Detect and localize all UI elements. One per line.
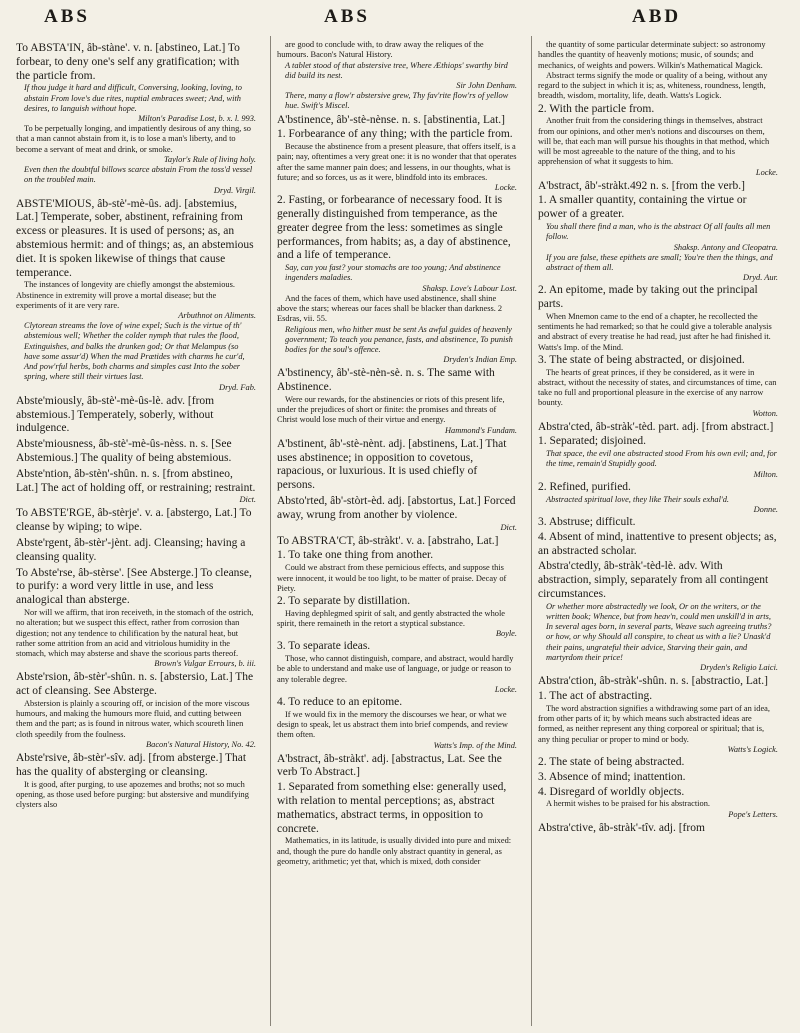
entry-author: Hammond's Fundam. — [444, 425, 517, 435]
entry-entry: Absto'rted, âb'-stòrt-èd. adj. [abstortus, Lat.] Forced away, wrung from another by violence. — [277, 495, 516, 521]
entry-sub: 2. Fasting, or forbearance of necessary food. It is generally distinguished from temperance, as the greater degree from the less: sometimes as single performances, from habits; as, a day of abstinence, and a life of temperance. — [277, 194, 511, 262]
entry-author: Locke. — [755, 167, 778, 177]
entry-quote: Say, can you fast? your stomachs are too young; And abstinence ingenders maladies. — [285, 263, 501, 283]
dictionary-column-middle — [277, 40, 517, 1030]
entry-author: Dryden's Indian Emp. — [443, 355, 517, 365]
entry-quote: Abstracted spiritual love, they like Their souls exhal'd. — [546, 494, 729, 504]
entry-author: Dryd. Aur. — [743, 273, 778, 283]
entry-cite: The word abstraction signifies a withdrawing some part of an idea, from other parts of it; by which means such abstracted ideas are formed, as neither represent any thing corporeal or spiritual; that is, any thing peculiar or proper to mind or body. — [538, 703, 770, 744]
entry-cite: A hermit wishes to be praised for his abstraction. — [546, 799, 710, 809]
entry-entry: Abstra'ction, âb-stràk'-shûn. n. s. [abstractio, Lat.] — [538, 675, 768, 688]
entry-entry: To ABSTA'IN, âb-stàne'. v. n. [abstineo, Lat.] To forbear, to deny one's self any gratification; with the particle from. — [16, 42, 240, 82]
entry-cite: Could we abstract from these pernicious effects, and suppose this were innocent, it would be too light, to be matter of praise. Decay of Piety. — [277, 563, 507, 593]
entry-author: Locke. — [494, 183, 517, 193]
entry-cite: It is good, after purging, to use apozemes and broths; not so much opening, as those used before purging: but abstersive and mundifying clysters also — [16, 779, 249, 810]
entry-cite: When Mnemon came to the end of a chapter, he recollected the sentiments he had remarked; so that he could give a tolerable analysis and abstract of every treatise he had read, just after he had finished it. Watts's Imp. of the Mind. — [538, 311, 772, 352]
entry-cite: Mathematics, in its latitude, is usually divided into pure and mixed: and, though the pure do handle only abstract quantity in general, as geometry, arithmetic; yet that, which is mixed, doth consider — [277, 836, 512, 866]
entry-author: Bacon's Natural History, No. 42. — [146, 739, 256, 749]
entry-entry: To ABSTE'RGE, âb-stèrje'. v. a. [abstergo, Lat.] To cleanse by wiping; to wipe. — [16, 507, 252, 534]
entry-sub: 1. Separated from something else: generally used, with relation to mental perceptions; as, abstract mathematics, abstract terms, in opposition to concrete. — [277, 781, 507, 835]
entry-author: Watts's Imp. of the Mind. — [433, 740, 517, 750]
entry-sub: 1. The act of abstracting. — [538, 690, 653, 703]
entry-sub: 1. Separated; disjoined. — [538, 435, 646, 448]
entry-cite: Nor will we affirm, that iron receiveth, in the stomach of the ostrich, no alteration; but we suspect this effect, rather from corrosion than digestion; not any tendence to chilification by the natural heat, but rather some attrition from an acid and vitriolous humidity in the stomach, which may absterse and shave the scorious parts thereof. — [16, 608, 254, 659]
entry-sub: 2. An epitome, made by taking out the principal parts. — [538, 284, 758, 310]
entry-author: Dict. — [500, 522, 517, 532]
entry-sub: 1. A smaller quantity, containing the virtue or power of a greater. — [538, 194, 747, 221]
running-header-right: ABD — [632, 6, 682, 27]
entry-entry: ABSTE'MIOUS, âb-stè'-mè-ûs. adj. [abstemius, Lat.] Temperate, sober, abstinent, refraining from excess or pleasures. It is used of persons; as, an abstemious hermit: and of things; as, an abstemious diet. It is spoken likewise of things that cause temperance. — [16, 197, 254, 279]
entry-sub: 2. The state of being abstracted. — [538, 755, 685, 768]
entry-author: Watts's Logick. — [727, 744, 778, 754]
entry-sub: 3. Absence of mind; inattention. — [538, 770, 686, 783]
entry-entry: Abste'rgent, âb-stèr'-jènt. adj. Cleansing; having a cleansing quality. — [16, 537, 246, 563]
entry-author: Dryd. Fab. — [219, 382, 256, 392]
entry-author: Dryden's Religio Laici. — [700, 663, 778, 673]
entry-author: Pope's Letters. — [728, 809, 778, 819]
entry-entry: A'bstinent, âb'-stè-nènt. adj. [abstinens, Lat.] That uses abstinence; in opposition to covetous, rapacious, or luxurious. It is used chiefly of persons. — [277, 437, 507, 492]
entry-quote: If you are false, these epithets are small; You're then the things, and abstract of them all. — [546, 252, 773, 272]
entry-author: Milton. — [753, 469, 778, 479]
entry-author: Milton's Paradise Lost, b. x. l. 993. — [138, 114, 256, 124]
entry-author: Taylor's Rule of living holy. — [164, 154, 256, 164]
entry-entry: Abste'miously, âb-stè'-mè-ûs-lè. adv. [from abstemious.] Temperately, soberly, without indulgence. — [16, 394, 215, 435]
entry-sub: 2. To separate by distillation. — [277, 595, 411, 608]
entry-entry: A'bstinency, âb'-stè-nèn-sè. n. s. The same with Abstinence. — [277, 367, 495, 394]
entry-author: Dryd. Virgil. — [213, 185, 256, 195]
entry-cite: Another fruit from the considering things in themselves, abstract from our opinions, and other men's notions and discourses on them, will be, that each man will pursue his thoughts in that method, which will be most agreeable to the nature of the thing, and to his apprehension of what it suggests to him. — [538, 116, 770, 167]
entry-sub: 2. Refined, purified. — [538, 480, 631, 493]
entry-quote: Religious men, who hither must be sent As awful guides of heavenly government; To teach you penance, fasts, and abstinence, To punish bodies for the soul's offence. — [285, 324, 513, 355]
entry-cite: Abstersion is plainly a scouring off, or incision of the more viscous humours, and making the humours more fluid, and cutting between them and the part; as is found in nitrous water, which scoureth linen cloth speedily from the foulness. — [16, 698, 250, 739]
entry-sub: 1. Forbearance of any thing; with the particle from. — [277, 128, 513, 141]
entry-cite: The hearts of great princes, if they be considered, as it were in abstract, without the necessity of states, and circumstances of time, can take no full and proportional pleasure in the exercise of any narrow bounty. — [538, 367, 777, 408]
entry-author: Brown's Vulgar Errours, b. iii. — [154, 659, 256, 669]
entry-cite: are good to conclude with, to draw away the reliques of the humours. Bacon's Natural History. — [277, 40, 484, 60]
running-header-middle: ABS — [324, 6, 370, 27]
entry-sub: 2. With the particle from. — [538, 102, 655, 115]
entry-author: Sir John Denham. — [456, 81, 517, 90]
entry-entry: A'bstinence, âb'-stè-nènse. n. s. [abstinentia, Lat.] — [277, 113, 506, 126]
entry-entry: Abstra'ctive, âb-stràk'-tîv. adj. [from — [538, 821, 705, 834]
entry-quote: You shall there find a man, who is the abstract Of all faults all men follow. — [546, 222, 771, 242]
entry-quote: If thou judge it hard and difficult, Conversing, looking, loving, to abstain From love's due rites, nuptial embraces sweet; And, with desires, to languish without hope. — [24, 83, 242, 113]
entry-entry: Abste'rsive, âb-stèr'-sîv. adj. [from absterge.] That has the quality of absterging or cleansing. — [16, 752, 247, 778]
entry-quote: That space, the evil one abstracted stood From his own evil; and, for the time, remain'd Stupidly good. — [546, 449, 777, 469]
entry-sub: 4. Absent of mind, inattentive to present objects; as, an abstracted scholar. — [538, 530, 777, 557]
entry-quote: A tablet stood of that abstersive tree, Where Æthiops' swarthy bird did build its nest. — [285, 60, 508, 80]
entry-sub: 3. Abstruse; difficult. — [538, 515, 636, 528]
entry-author: Shaksp. Antony and Cleopatra. — [673, 242, 778, 252]
entry-author: Boyle. — [495, 629, 517, 639]
entry-cite: And the faces of them, which have used abstinence, shall shine above the stars; whereas our faces shall be blacker than darkness. 2 Esdras, vii. 55. — [277, 293, 503, 324]
entry-cite: Having dephlegmed spirit of salt, and gently abstracted the whole spirit, there remaineth in the retort a styptical substance. — [277, 608, 506, 629]
entry-quote: Even then the doubtful billows scarce abstain From the toss'd vessel on the troubled main. — [24, 165, 253, 185]
entry-author: Locke. — [494, 684, 517, 694]
entry-entry: A'bstract, âb-stràkt'. adj. [abstractus, Lat. See the verb To Abstract.] — [277, 752, 502, 779]
entry-entry: Abste'ntion, âb-stèn'-shûn. n. s. [from abstineo, Lat.] The act of holding off, or restraining; restraint. — [16, 467, 256, 494]
entry-sub: 3. To separate ideas. — [277, 640, 371, 653]
entry-cite: To be perpetually longing, and impatiently desirous of any thing, so that a man cannot abstain from it, is to lose a man's liberty, and to become a servant of meat and drink, or smoke. — [16, 124, 251, 154]
running-header-left: ABS — [44, 6, 90, 27]
dictionary-column-left — [16, 40, 256, 1030]
entry-entry: Abste'miousness, âb-stè'-mè-ûs-nèss. n. s. [See Abstemious.] The quality of being abstemious. — [16, 438, 232, 464]
column-divider — [531, 36, 532, 1026]
entry-author: Shaksp. Love's Labour Lost. — [422, 283, 517, 293]
entry-author: Wotton. — [752, 408, 778, 418]
entry-sub: 4. Disregard of worldly objects. — [538, 785, 685, 798]
entry-author: Donne. — [753, 504, 778, 514]
entry-author: Dict. — [239, 495, 256, 505]
entry-cite: The instances of longevity are chiefly amongst the abstemious. Abstinence in extremity will prove a mortal disease; but the experiments of it are very rare. — [16, 280, 235, 310]
entry-quote: There, many a flow'r abstersive grew, Thy fav'rite flow'rs of yellow hue. Swift's Miscel. — [285, 91, 509, 111]
entry-entry: Abste'rsion, âb-stèr'-shûn. n. s. [abstersio, Lat.] The act of cleansing. See Absterge. — [16, 671, 254, 698]
entry-cite: Were our rewards, for the abstinencies or riots of this present life, under the prejudices of short or finite: the promises and threats of Christ would lose much of their virtue and energy. — [277, 394, 505, 425]
entry-sub: 4. To reduce to an epitome. — [277, 696, 403, 709]
entry-cite: the quantity of some particular determinate subject: so astronomy handles the quantity of heavenly motions; music, of sounds; and mechanics, of weights and powers. Wilkin's Mathematical Magick. — [538, 40, 766, 70]
entry-cite: Abstract terms signify the mode or quality of a being, without any regard to the subject in which it is; as, whiteness, roundness, length, breadth, wisdom, mortality, life, death. Watts's Logick. — [538, 70, 768, 101]
entry-entry: Abstra'cted, âb-stràk'-tèd. part. adj. [from abstract.] — [538, 420, 774, 433]
entry-author: Arbuthnot on Aliments. — [178, 311, 256, 321]
column-divider — [270, 36, 271, 1026]
entry-entry: To Abste'rse, âb-stèrse'. [See Absterge.] To cleanse, to purify: a word very little in use, and less analogical than absterge. — [16, 566, 252, 607]
entry-sub: 1. To take one thing from another. — [277, 549, 434, 562]
entry-sub: 3. The state of being abstracted, or disjoined. — [538, 353, 745, 366]
entry-cite: Those, who cannot distinguish, compare, and abstract, would hardly be able to understand and make use of language, or judge or reason to any tolerable degree. — [277, 654, 514, 684]
entry-quote: Clytorean streams the love of wine expel; Such is the virtue of th' abstemious well; Whether the colder nymph that rules the flood, Extinguishes, and balks the drunken god; Or that Melampus (so have some assur'd) When the mad Prætides with charms he cur'd, And pow'rful herbs, both charms and simples cast Into the sober spring, where still their virtues last. — [24, 321, 245, 382]
entry-entry: A'bstract, âb'-stràkt.492 n. s. [from the verb.] — [538, 179, 745, 192]
entry-cite: Because the abstinence from a present pleasure, that offers itself, is a pain; nay, oftentimes a very great one: it is no wonder that that operates after the same manner pain does; and lessens, in our thoughts, what is future; and so forces, us as it were, blindfold into its embraces. — [277, 142, 517, 182]
entry-quote: Or whether more abstractedly we look, Or on the writers, or the written book; Whence, but from heav'n, could men unskill'd in arts, In several ages born, in several parts, Weave such agreeing truths? or how, or why Should all conspire, to cheat us with a lie? Unask'd their pains, ungrateful their advice, Starving their gain, and martyrdom their price! — [546, 601, 772, 662]
entry-cite: If we would fix in the memory the discourses we hear, or what we design to speak, let us abstract them into brief compends, and review them often. — [277, 709, 508, 740]
entry-entry: To ABSTRA'CT, âb-stràkt'. v. a. [abstraho, Lat.] — [277, 534, 499, 547]
dictionary-column-right — [538, 40, 778, 1030]
entry-entry: Abstra'ctedly, âb-stràk'-tèd-lè. adv. With abstraction, simply, separately from all contingent circumstances. — [538, 560, 769, 600]
